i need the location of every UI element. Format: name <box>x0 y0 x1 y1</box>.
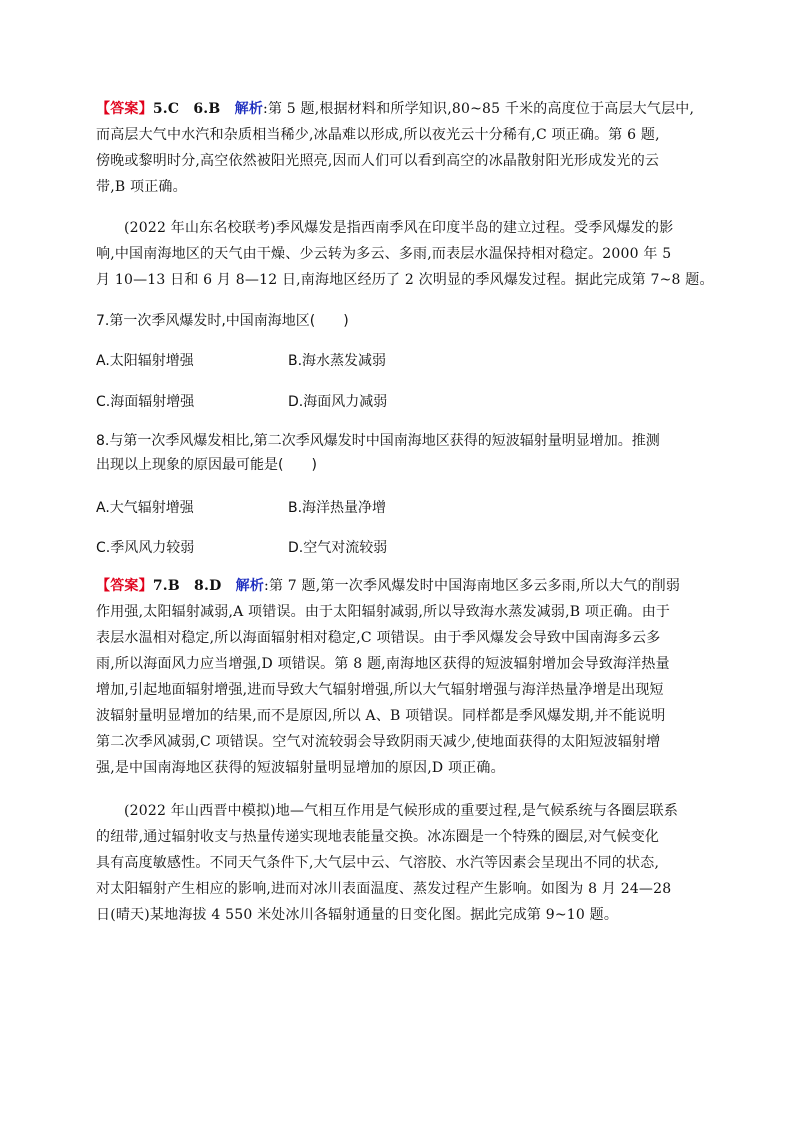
material-text: 具有高度敏感性。不同天气条件下,大气层中云、气溶胶、水汽等因素会呈现出不同的状态, <box>96 855 660 871</box>
analysis-text: 带,B 项正确。 <box>96 179 187 195</box>
analysis-tag: 解析 <box>235 578 265 594</box>
analysis-text: 作用强,太阳辐射减弱,A 项错误。由于太阳辐射减弱,所以导致海水蒸发减弱,B 项正确。由于 <box>96 604 671 620</box>
answer-block-5-6 <box>96 96 698 200</box>
answer-tag: 【答案】 <box>96 101 153 117</box>
option-8d[interactable]: D.空气对流较弱 <box>288 540 388 556</box>
material-paragraph-7-8 <box>96 215 714 293</box>
option-7c[interactable]: C.海面辐射增强 <box>96 394 195 410</box>
analysis-text: :第 7 题,第一次季风爆发时中国海南地区多云多雨,所以大气的削弱 <box>264 578 681 594</box>
answer-key: 7.B 8.D <box>152 578 222 594</box>
option-7a[interactable]: A.太阳辐射增强 <box>96 353 194 369</box>
answer-line <box>96 96 698 122</box>
analysis-text: 傍晚或黎明时分,高空依然被阳光照亮,因而人们可以看到高空的冰晶散射阳光形成发光的云 <box>96 153 660 169</box>
answer-tag: 【答案】 <box>96 578 153 594</box>
material-text: 的纽带,通过辐射收支与热量传递实现地表能量交换。冰冻圈是一个特殊的圈层,对气候变化 <box>96 829 660 845</box>
analysis-text: :第 5 题,根据材料和所学知识,80~85 千米的高度位于高层大气层中, <box>263 101 695 117</box>
analysis-text: 表层水温相对稳定,所以海面辐射相对稳定,C 项错误。由于季风爆发会导致中国南海多云多 <box>96 630 661 646</box>
material-text: (2022 年山东名校联考)季风爆发是指西南季风在印度半岛的建立过程。受季风爆发的影 <box>124 220 674 236</box>
analysis-text: 第二次季风减弱,C 项错误。空气对流较弱会导致阴雨天减少,使地面获得的太阳短波辐射增 <box>96 734 661 750</box>
material-text: 月 10—13 日和 6 月 8—12 日,南海地区经历了 2 次明显的季风爆发过程。据此完成第 7~8 题。 <box>96 272 714 288</box>
analysis-text: 强,是中国南海地区获得的短波辐射量明显增加的原因,D 项正确。 <box>96 760 505 776</box>
option-8a[interactable]: A.大气辐射增强 <box>96 500 194 516</box>
option-7b[interactable]: B.海水蒸发减弱 <box>288 353 387 369</box>
material-paragraph-9-10 <box>96 798 698 928</box>
option-8c[interactable]: C.季风风力较弱 <box>96 540 195 556</box>
analysis-text: 雨,所以海面风力应当增强,D 项错误。第 8 题,南海地区获得的短波辐射增加会导致海洋热量 <box>96 656 670 672</box>
material-text: 对太阳辐射产生相应的影响,进而对冰川表面温度、蒸发过程产生影响。如图为 8 月 24—28 <box>96 881 672 897</box>
answer-key: 5.C 6.B <box>152 101 221 117</box>
analysis-text: 波辐射量明显增加的结果,而不是原因,所以 A、B 项错误。同样都是季风爆发期,并不能说明 <box>96 708 666 724</box>
analysis-text: 而高层大气中水汽和杂质相当稀少,冰晶难以形成,所以夜光云十分稀有,C 项正确。第 6 题, <box>96 127 660 143</box>
option-8b[interactable]: B.海洋热量净增 <box>288 500 387 516</box>
answer-line <box>96 573 698 599</box>
material-text: (2022 年山西晋中模拟)地—气相互作用是气候形成的重要过程,是气候系统与各圈层联系 <box>124 803 679 819</box>
answer-block-7-8 <box>96 573 698 781</box>
question-8-stem-line1: 8.与第一次季风爆发相比,第二次季风爆发时中国南海地区获得的短波辐射量明显增加。推测 <box>96 433 660 449</box>
material-text: 响,中国南海地区的天气由干燥、少云转为多云、多雨,而表层水温保持相对稳定。2000 年 5 <box>96 246 672 262</box>
material-text: 日(晴天)某地海拔 4 550 米处冰川各辐射通量的日变化图。据此完成第 9~10 题。 <box>96 907 619 923</box>
question-8-stem-line2: 出现以上现象的原因最可能是( ) <box>96 457 317 473</box>
analysis-tag: 解析 <box>234 101 264 117</box>
analysis-text: 增加,引起地面辐射增强,进而导致大气辐射增强,所以大气辐射增强与海洋热量净增是出现短 <box>96 682 664 698</box>
question-7-stem: 7.第一次季风爆发时,中国南海地区( ) <box>96 313 349 329</box>
option-7d[interactable]: D.海面风力减弱 <box>288 394 388 410</box>
